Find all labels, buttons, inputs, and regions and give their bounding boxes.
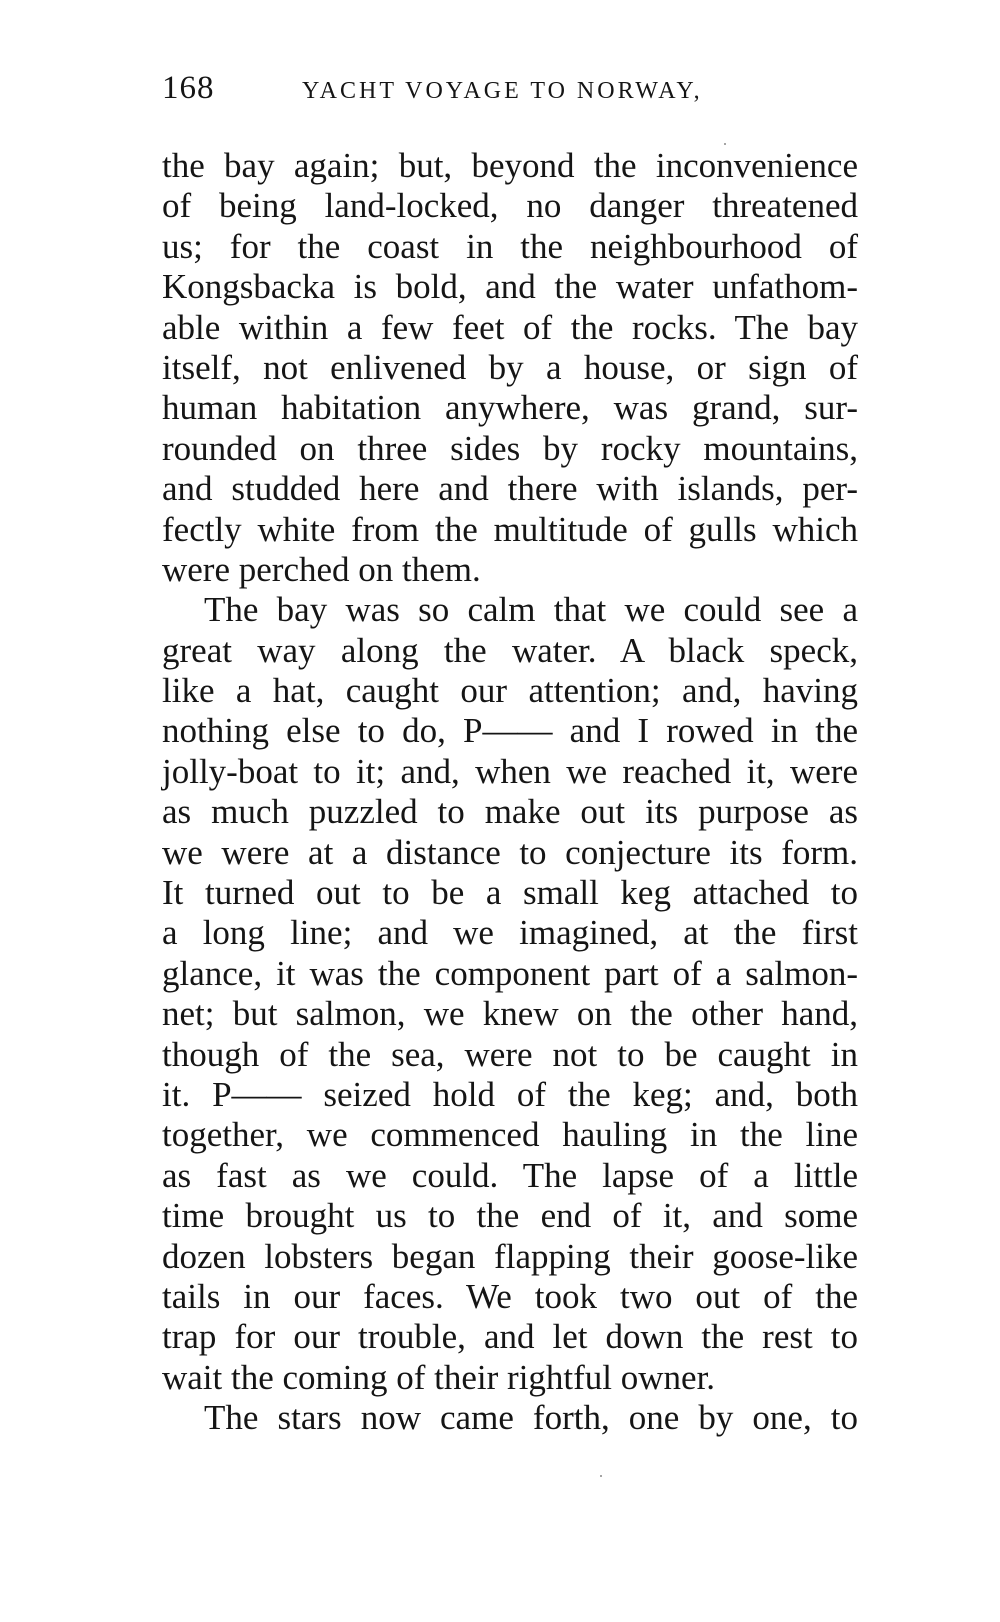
text-line: itself, not enlivened by a house, or sign of [162,347,858,387]
text-line: like a hat, caught our attention; and, having [162,671,858,711]
text-line: we were at a distance to conjecture its form. [162,832,858,872]
text-line: net; but salmon, we knew on the other hand, [162,994,858,1034]
page-number: 168 [162,70,215,106]
text-line: rounded on three sides by rocky mountains, [162,428,858,468]
paragraph-start-line: The bay was so calm that we could see a [204,590,858,630]
text-line: trap for our trouble, and let down the rest to [162,1317,858,1357]
text-line: as fast as we could. The lapse of a little [162,1155,858,1195]
text-line: though of the sea, were not to be caught in [162,1034,858,1074]
paper-speck [724,143,726,145]
text-line: jolly-boat to it; and, when we reached it, were [162,751,858,791]
paragraph-start-line: The stars now came forth, one by one, to [204,1398,858,1438]
text-line: time brought us to the end of it, and some [162,1196,858,1236]
text-line: great way along the water. A black speck, [162,630,858,670]
text-line: fectly white from the multitude of gulls which [162,509,858,549]
text-line: Kongsbacka is bold, and the water unfathom- [162,267,858,307]
text-line: together, we commenced hauling in the line [162,1115,858,1155]
text-line: tails in our faces. We took two out of the [162,1276,858,1316]
text-line: of being land-locked, no danger threatened [162,186,858,226]
text-line: dozen lobsters began flapping their goose-like [162,1236,858,1276]
text-line: us; for the coast in the neighbourhood of [162,226,858,266]
text-line: It turned out to be a small keg attached to [162,873,858,913]
body-text [162,146,858,1439]
running-title: YACHT VOYAGE TO NORWAY, [302,78,703,104]
paragraph-end-line: wait the coming of their rightful owner. [162,1357,716,1397]
text-line: and studded here and there with islands, per- [162,469,858,509]
text-line: it. P—— seized hold of the keg; and, both [162,1074,858,1114]
text-line: a long line; and we imagined, at the first [162,913,858,953]
text-line: human habitation anywhere, was grand, sur- [162,388,858,428]
text-line: as much puzzled to make out its purpose as [162,792,858,832]
text-line: glance, it was the component part of a salmon- [162,953,858,993]
paper-speck [600,1475,602,1477]
page-header [162,70,862,110]
paragraph-end-line: were perched on them. [162,549,481,589]
text-line: nothing else to do, P—— and I rowed in the [162,711,858,751]
text-line: the bay again; but, beyond the inconvenience [162,146,858,185]
text-line: able within a few feet of the rocks. The bay [162,307,858,347]
